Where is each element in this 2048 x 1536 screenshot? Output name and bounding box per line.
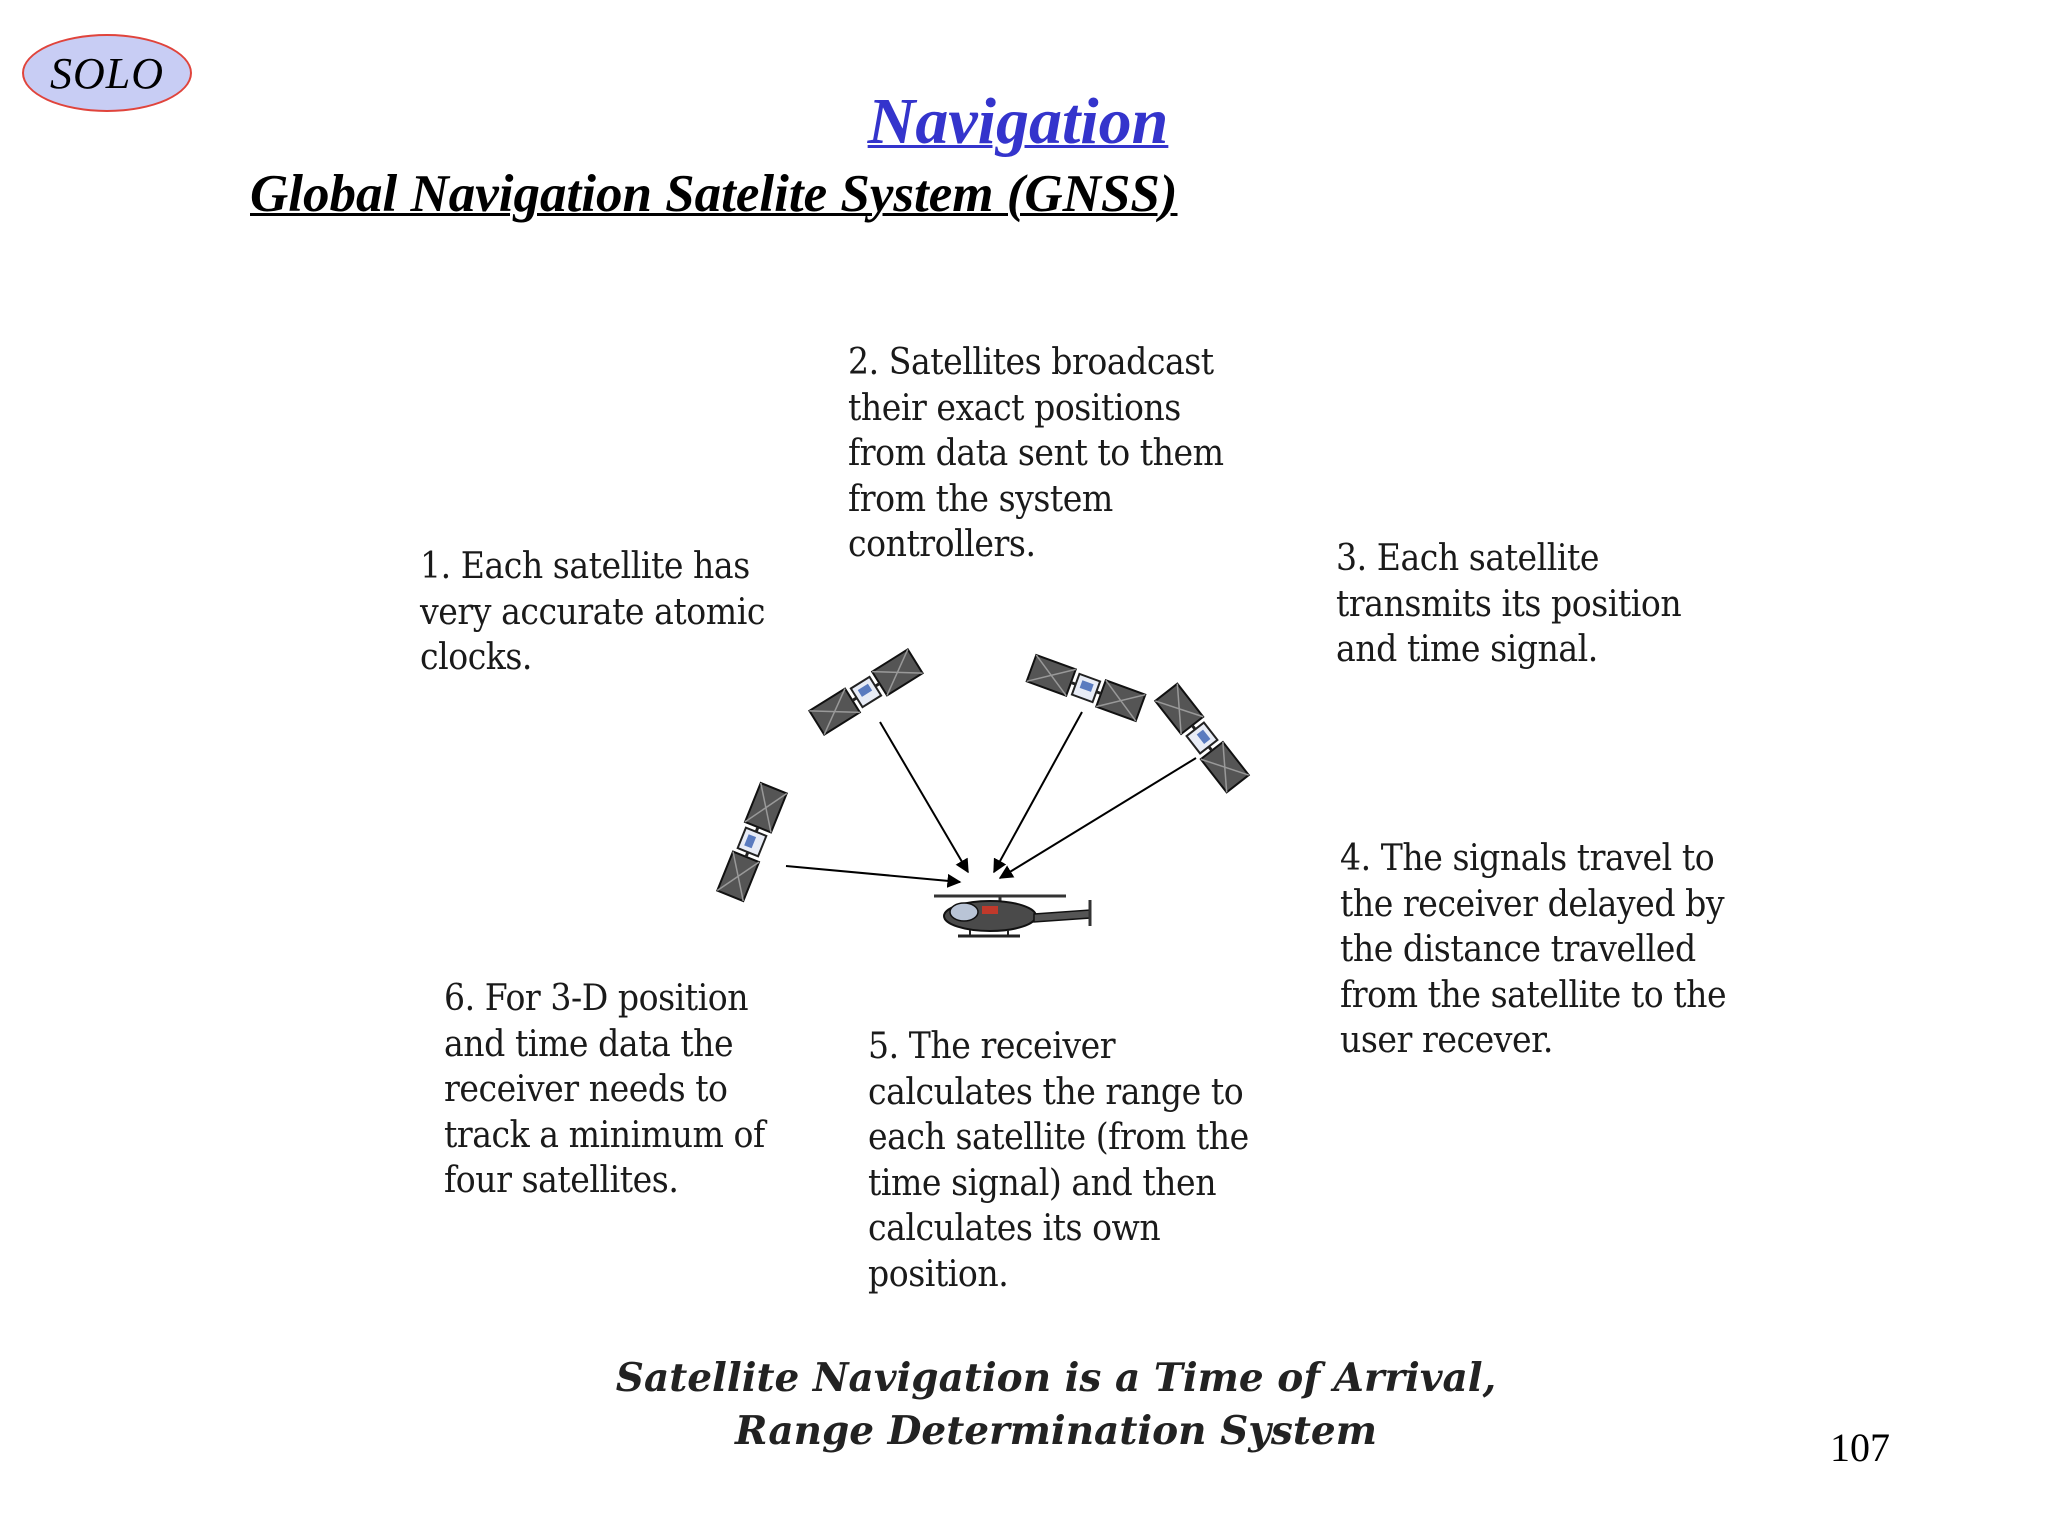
signal-line-3 — [1000, 758, 1196, 878]
satellite-icon — [717, 783, 786, 901]
signal-line-1 — [880, 722, 968, 872]
signal-line-4 — [786, 866, 960, 882]
caption — [0, 1352, 2048, 1458]
step-2-text: 2. Satellites broadcast their exact positions from data sent to them from the system controllers. — [848, 342, 1224, 565]
caption-line-1: Satellite Navigation is a Time of Arrival, — [615, 1355, 1497, 1401]
caption-line-2: Range Determination System — [735, 1408, 1377, 1454]
step-6-text: 6. For 3-D position and time data the receiver needs to track a minimum of four satellites. — [444, 978, 765, 1201]
step-4-text: 4. The signals travel to the receiver delayed by the distance travelled from the satellite to the user recever. — [1340, 838, 1727, 1061]
page-subtitle: Global Navigation Satelite System (GNSS) — [250, 165, 1178, 223]
page-title: Navigation — [867, 85, 1169, 158]
satellite-icon — [1155, 684, 1248, 793]
satellite-icon — [809, 649, 922, 734]
helicopter-icon — [934, 896, 1090, 936]
signal-line-2 — [994, 712, 1082, 872]
page-number: 107 — [1830, 1425, 1890, 1470]
satellite-icon — [1027, 655, 1146, 721]
step-1-text: 1. Each satellite has very accurate atomic clocks. — [420, 546, 765, 678]
solo-badge-label: SOLO — [49, 48, 165, 98]
step-3-text: 3. Each satellite transmits its position and time signal. — [1336, 538, 1682, 670]
step-5-text: 5. The receiver calculates the range to each satellite (from the time signal) and then calculates its own position. — [868, 1026, 1249, 1295]
